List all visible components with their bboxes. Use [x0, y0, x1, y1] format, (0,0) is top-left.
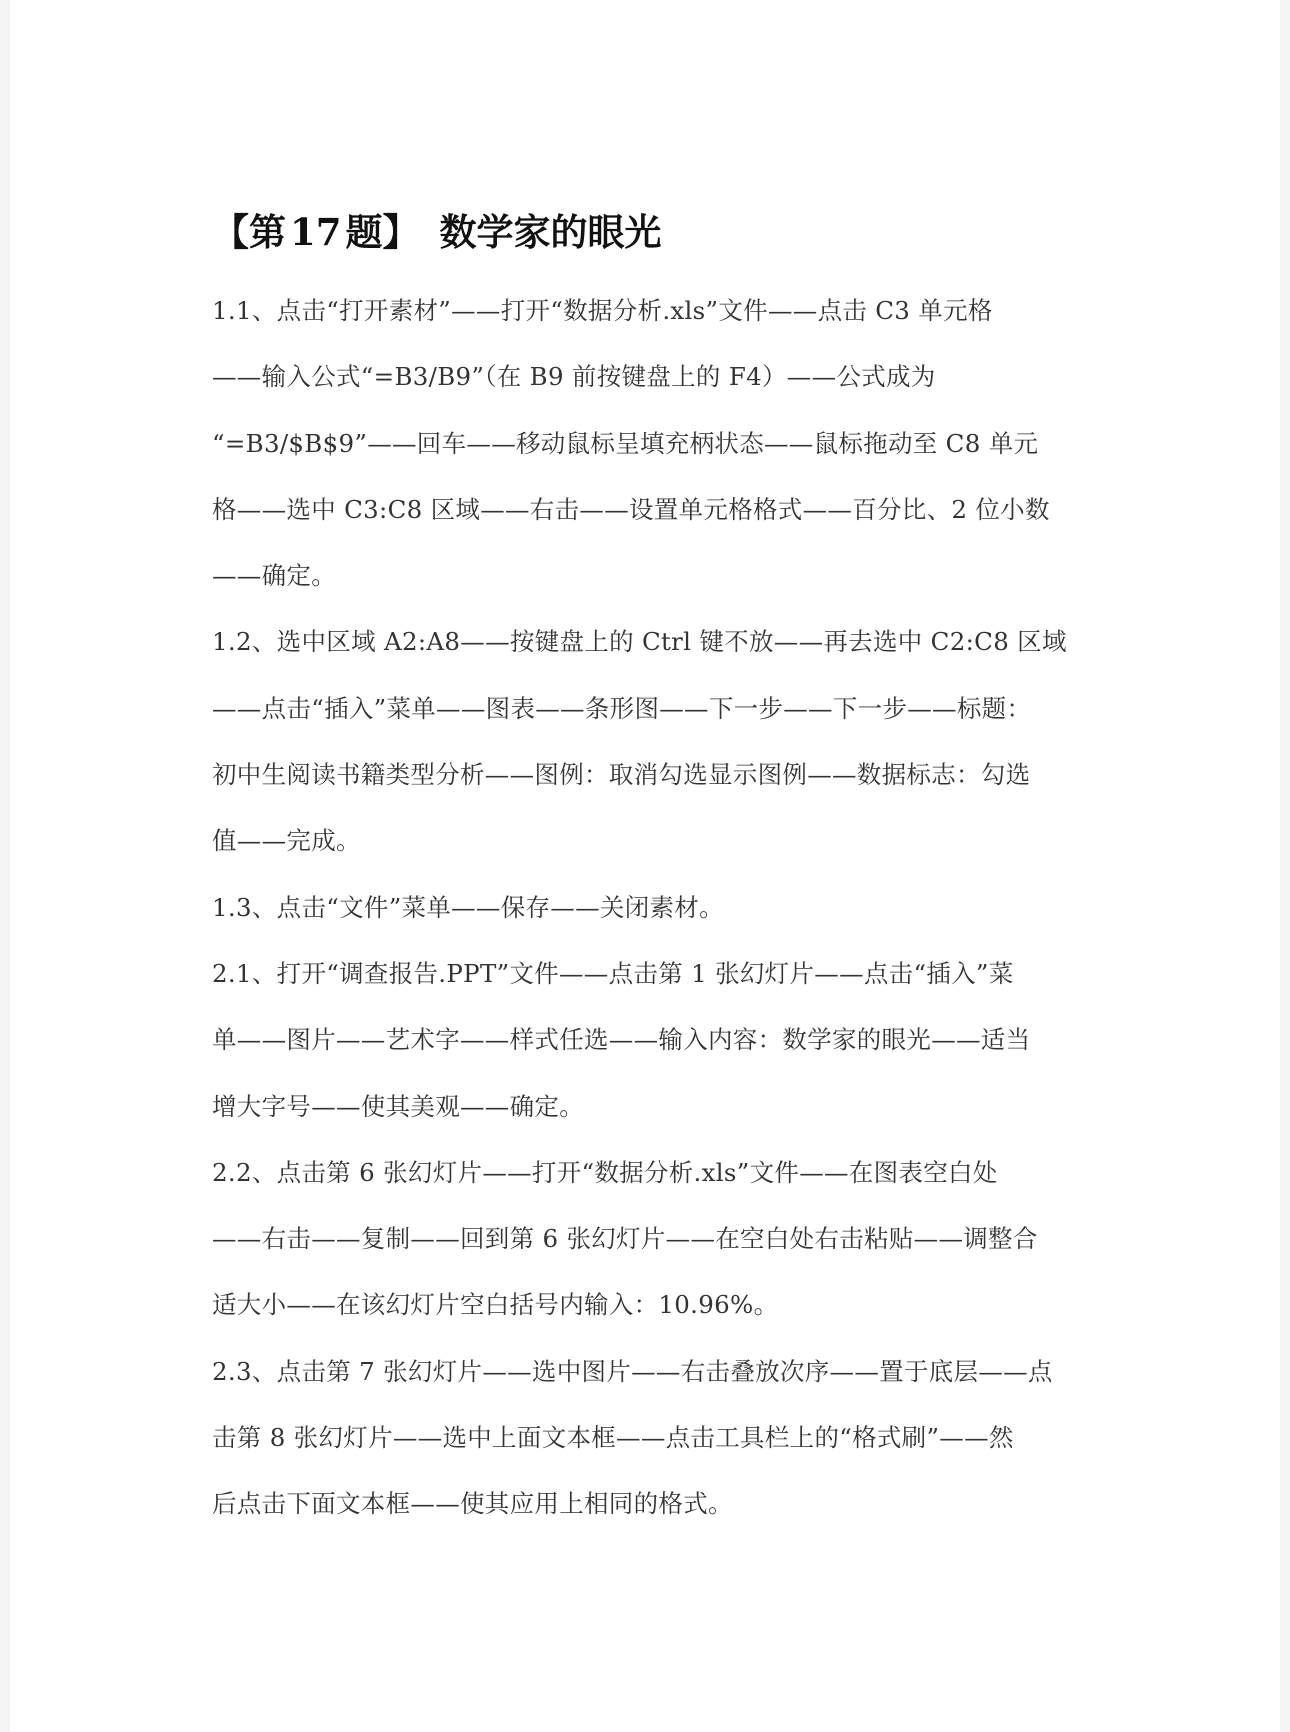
step-line: 1.1、点击“打开素材”——打开“数据分析.xls”文件——点击 C3 单元格	[212, 296, 993, 325]
step-2-1	[212, 941, 1112, 1140]
step-line: 值——完成。	[212, 826, 361, 856]
step-line: 格——选中 C3:C8 区域——右击——设置单元格格式——百分比、2 位小数	[212, 494, 1050, 524]
step-line: 适大小——在该幻灯片空白括号内输入：10.96%。	[212, 1290, 779, 1320]
step-1-2	[212, 609, 1112, 874]
step-line: 2.2、点击第 6 张幻灯片——打开“数据分析.xls”文件——在图表空白处	[212, 1157, 998, 1187]
step-2-3	[212, 1339, 1112, 1538]
step-2-2	[212, 1140, 1112, 1339]
step-line: 后点击下面文本框——使其应用上相同的格式。	[212, 1489, 733, 1519]
step-line: 击第 8 张幻灯片——选中上面文本框——点击工具栏上的“格式刷”——然	[212, 1423, 1014, 1453]
step-line: 1.3、点击“文件”菜单——保存——关闭素材。	[212, 892, 724, 922]
step-line: “=B3/$B$9”——回车——移动鼠标呈填充柄状态——鼠标拖动至 C8 单元	[212, 428, 1039, 458]
step-line: 单——图片——艺术字——样式任选——输入内容：数学家的眼光——适当	[212, 1025, 1031, 1055]
step-line: ——输入公式“=B3/B9”（在 B9 前按键盘上的 F4）——公式成为	[212, 362, 936, 392]
page-edge-left	[0, 0, 10, 1732]
document-page	[10, 0, 1280, 1732]
document-title	[212, 200, 1112, 264]
step-line: 2.3、点击第 7 张幻灯片——选中图片——右击叠放次序——置于底层——点	[212, 1356, 1053, 1386]
step-1-1	[212, 278, 1112, 609]
step-line: 初中生阅读书籍类型分析——图例：取消勾选显示图例——数据标志：勾选	[212, 760, 1031, 790]
page-edge-right	[1280, 0, 1290, 1732]
title-bracket-open: 【第	[212, 210, 286, 254]
step-line: ——右击——复制——回到第 6 张幻灯片——在空白处右击粘贴——调整合	[212, 1224, 1038, 1254]
steps-list	[212, 278, 1112, 1538]
title-text: 数学家的眼光	[439, 210, 662, 254]
step-line: ——点击“插入”菜单——图表——条形图——下一步——下一步——标题：	[212, 693, 1032, 723]
step-1-3	[212, 875, 1112, 941]
step-line: ——确定。	[212, 561, 336, 591]
step-line: 2.1、打开“调查报告.PPT”文件——点击第 1 张幻灯片——点击“插入”菜	[212, 958, 1014, 988]
title-number: 17	[290, 210, 342, 254]
title-bracket-close: 题】	[345, 210, 420, 254]
step-line: 增大字号——使其美观——确定。	[212, 1091, 584, 1121]
document-content	[212, 200, 1112, 1538]
step-line: 1.2、选中区域 A2:A8——按键盘上的 Ctrl 键不放——再去选中 C2:C8 区域	[212, 627, 1067, 657]
